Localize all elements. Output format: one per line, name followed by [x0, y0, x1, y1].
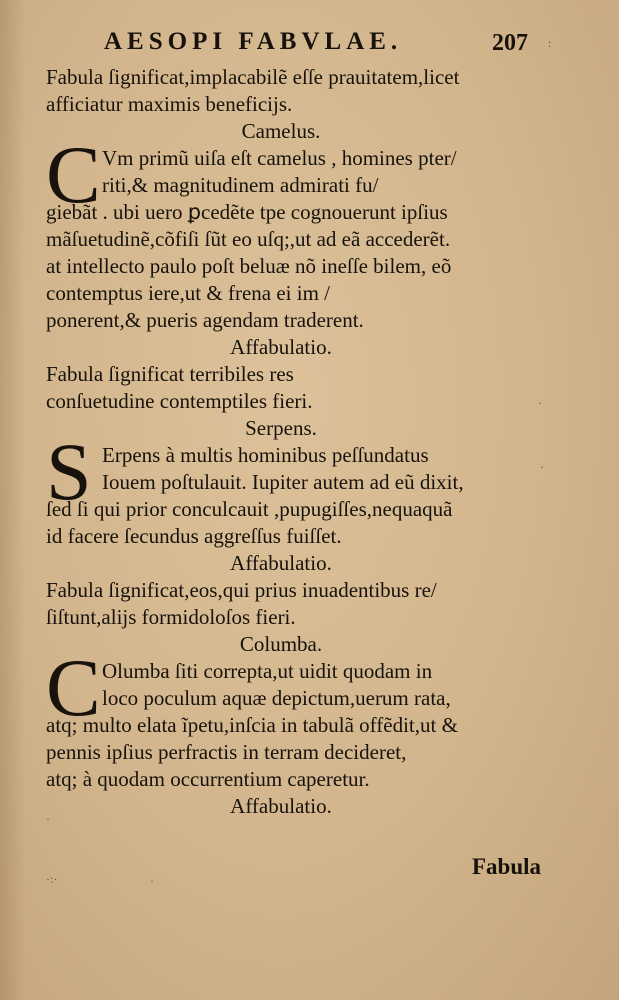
text-line: ſed ſi qui prior conculcauit ,pupugiſſes,nequaquã: [46, 497, 453, 521]
ink-speck: ·: [46, 812, 50, 826]
dropcap-c: C: [46, 129, 101, 220]
page-number: 207: [492, 30, 528, 56]
dropcap-s: S: [46, 426, 92, 517]
ink-speck: ·:·: [46, 872, 58, 886]
ink-speck: ·: [540, 460, 544, 474]
fable-title-columba: Columba.: [239, 632, 323, 656]
text-line: pennis ipſius perfractis in terram decideret,: [46, 740, 407, 764]
gutter-shadow: [0, 0, 26, 1000]
text-line: id facere ſecundus aggreſſus fuiſſet.: [46, 524, 342, 548]
fable-title-camelus: Camelus.: [241, 119, 321, 143]
text-line: Fabula ſignificat,eos,qui prius inuadentibus re/: [46, 578, 437, 602]
ink-speck: :: [548, 36, 552, 50]
text-line: Iouem poſtulauit. Iupiter autem ad eũ dixit,: [102, 470, 464, 494]
text-line: atq; à quodam occurrentium caperetur.: [46, 767, 370, 791]
text-line: Vm primũ uiſa eſt camelus , homines pter/: [102, 146, 457, 170]
fable-camelus: [46, 129, 556, 334]
text-line: Fabula ſignificat,implacabilẽ eſſe prauitatem,licet: [46, 65, 460, 89]
text-line: mãſuetudinẽ,cõfiſi ſũt eo uſq;,ut ad eã accederẽt.: [46, 227, 451, 251]
text-line: Olumba ſiti correpta,ut uidit quodam in: [102, 659, 433, 683]
text-line: at intellecto paulo poſt beluæ nõ ineſſe bilem, eõ: [46, 254, 452, 278]
fable-columba: [46, 642, 556, 793]
text-line: giebãt . ubi uero ꝑcedẽte tpe cognouerunt ipſius: [46, 200, 448, 224]
text-line: contemptus iere,ut & frena ei im /: [46, 281, 330, 305]
affabulatio-heading: Affabulatio.: [230, 335, 332, 359]
fable-title-serpens: Serpens.: [245, 416, 317, 440]
text-line: ſiſtunt,alijs formidoloſos fieri.: [46, 605, 296, 629]
text-line: loco poculum aquæ depictum,uerum rata,: [102, 686, 451, 710]
affabulatio-heading: Affabulatio.: [230, 794, 332, 818]
affabulatio-heading: Affabulatio.: [230, 551, 332, 575]
text-line: Erpens à multis hominibus peſſundatus: [102, 443, 429, 467]
fable-serpens: [46, 426, 556, 550]
text-line: afficiatur maximis beneficijs.: [46, 92, 293, 116]
text-line: conſuetudine contemptiles fieri.: [46, 389, 313, 413]
ink-speck: ·: [150, 874, 154, 888]
text-line: ponerent,& pueris agendam traderent.: [46, 308, 364, 332]
catchword: Fabula: [472, 854, 542, 879]
ink-speck: ·: [538, 396, 542, 410]
page-text: [46, 64, 556, 820]
running-title: AESOPI FABVLAE.: [104, 28, 403, 55]
text-line: atq; multo elata ĩpetu,inſcia in tabulã offẽdit,ut &: [46, 713, 458, 737]
text-line: riti,& magnitudinem admirati fu/: [102, 173, 379, 197]
text-line: Fabula ſignificat terribiles res: [46, 362, 294, 386]
dropcap-c: C: [46, 642, 101, 733]
